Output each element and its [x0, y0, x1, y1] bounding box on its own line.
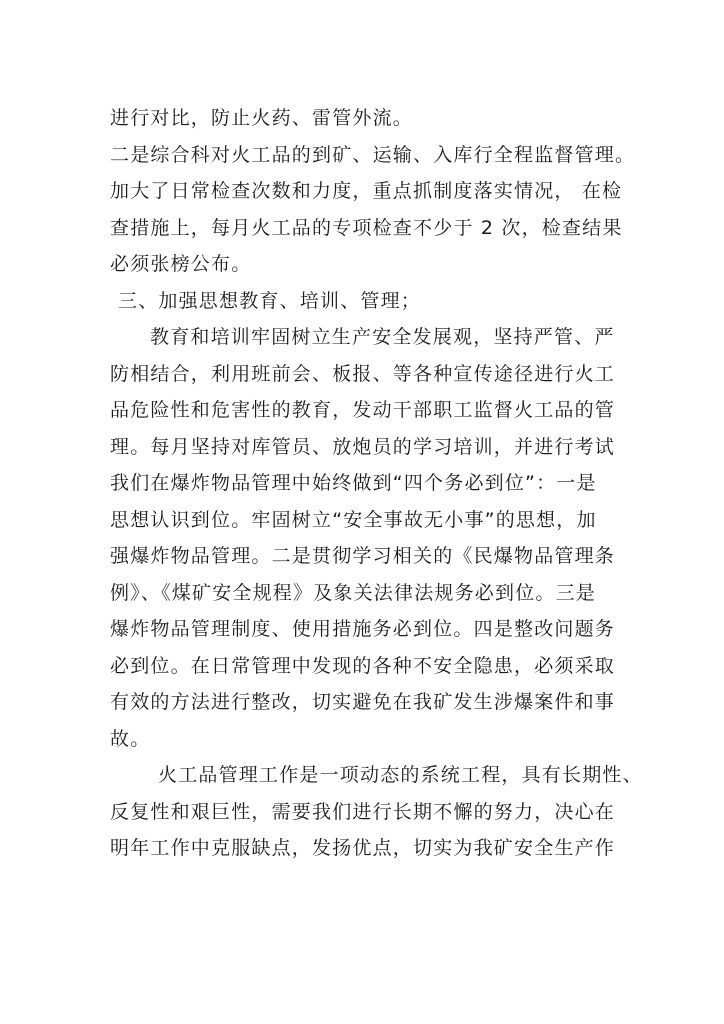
text-line: 必到位。在日常管理中发现的各种不安全隐患，必须采取: [110, 654, 616, 677]
text-line: 二是综合科对火工品的到矿、运输、入库行全程监督管理。: [110, 143, 636, 166]
text-line: 进行对比，防止火药、雷管外流。: [110, 107, 414, 129]
text-line: 我们在爆炸物品管理中始终做到“四个务必到位”：一是: [110, 472, 597, 494]
text-line: 爆炸物品管理制度、使用措施务必到位。四是整改问题务: [110, 618, 616, 640]
text-line: 反复性和艰巨性，需要我们进行长期不懈的努力，决心在: [110, 800, 616, 823]
text-line: 强爆炸物品管理。二是贯彻学习相关的《民爆物品管理条: [110, 545, 616, 567]
text-line: 防相结合，利用班前会、板报、等各种宣传途径进行火工: [110, 362, 616, 385]
text-line: 查措施上，每月火工品的专项检查不少于 2 次，检查结果: [110, 216, 623, 239]
text-line: 明年工作中克服缺点，发扬优点，切实为我矿安全生产作: [110, 837, 616, 859]
text-line: 品危险性和危害性的教育，发动干部职工监督火工品的管: [110, 399, 616, 421]
text-line: 思想认识到位。牢固树立“安全事故无小事”的思想，加: [110, 508, 597, 531]
text-line: 加大了日常检查次数和力度，重点抓制度落实情况， 在检: [110, 180, 623, 202]
text-line: 例》、《煤矿安全规程》及象关法律法规务必到位。三是: [110, 581, 597, 604]
section-heading: 三、加强思想教育、培训、管理；: [118, 289, 422, 312]
text-line: 故。: [110, 727, 151, 750]
text-line: 火工品管理工作是一项动态的系统工程，具有长期性、: [158, 764, 643, 786]
document-body: [110, 100, 643, 867]
text-line: 教育和培训牢固树立生产安全发展观，坚持严管、严: [150, 326, 615, 348]
text-line: 理。每月坚持对库管员、放炮员的学习培训，并进行考试: [110, 435, 616, 458]
text-line: 有效的方法进行整改，切实避免在我矿发生涉爆案件和事: [110, 691, 616, 713]
text-line: 必须张榜公布。: [110, 253, 252, 275]
